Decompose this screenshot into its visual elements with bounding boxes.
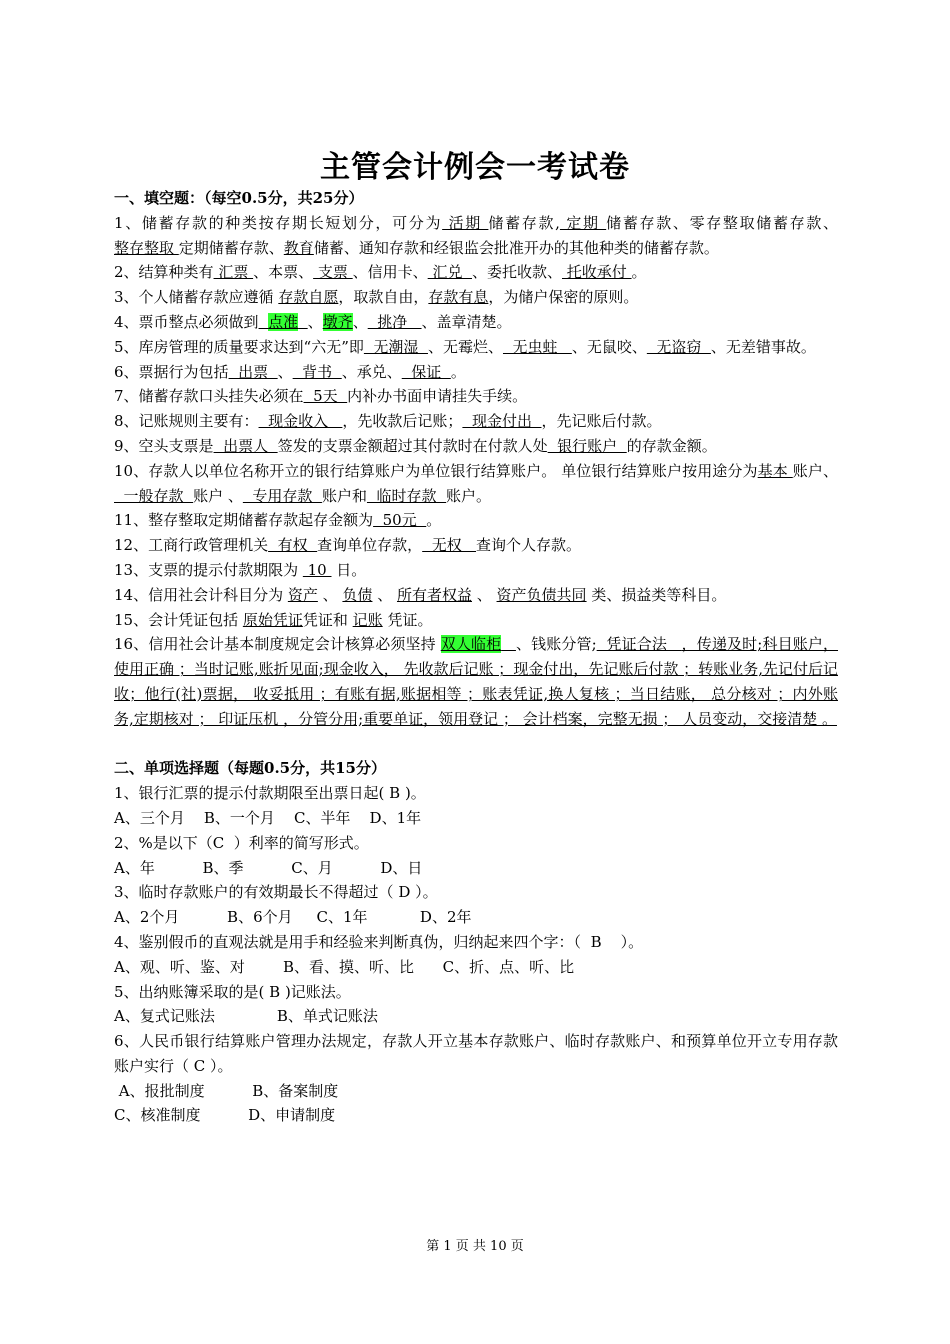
answer-blank: 托收承付 bbox=[562, 263, 632, 282]
answer-blank: 临时存款 bbox=[366, 486, 447, 505]
answer-blank: 支票 bbox=[313, 263, 353, 282]
answer-blank: 5天 bbox=[303, 387, 348, 406]
page-title: 主管会计例会一考试卷 bbox=[320, 150, 630, 185]
answer-blank: 负债 bbox=[342, 585, 373, 604]
answer-blank: 10 bbox=[302, 560, 332, 579]
answer-blank: 原始凭证 bbox=[242, 610, 303, 629]
highlighted-answer: 墩齐 bbox=[322, 312, 353, 331]
answer-blank: 现金付出 bbox=[462, 412, 542, 431]
answer-blank: 挑净 bbox=[367, 312, 422, 331]
fill-question-13: 13、支票的提示付款期限为 10 日。 bbox=[114, 560, 367, 579]
answer-blank: 背书 bbox=[292, 362, 342, 381]
choice-options-5: A、复式记账法 B、单式记账法 bbox=[114, 1007, 378, 1026]
choice-question-6: 6、人民币银行结算账户管理办法规定，存款人开立基本存款账户、临时存款账户、和预算单位开立专用存款账户实行（ C ）。 bbox=[114, 1032, 838, 1075]
fill-question-2: 2、结算种类有 汇票 、本票、 支票 、信用卡、 汇兑 、委托收款、 托收承付 。 bbox=[114, 263, 647, 282]
section1-heading: 一、填空题：（每空0.5分，共25分） bbox=[114, 189, 364, 207]
fill-question-12: 12、工商行政管理机关 有权 查询单位存款， 无权 查询个人存款。 bbox=[114, 536, 582, 555]
choice-question-5: 5、出纳账簿采取的是( B )记账法。 bbox=[114, 982, 351, 1001]
fill-question-4: 4、票币整点必须做到 点准 、墩齐、 挑净 、盖章清楚。 bbox=[114, 312, 512, 331]
fill-question-6: 6、票据行为包括 出票 、 背书 、承兑、 保证 。 bbox=[114, 362, 466, 381]
choice-options-6-ab: A、报批制度 B、备案制度 bbox=[114, 1081, 339, 1100]
answer-blank: 存款自愿 bbox=[278, 288, 339, 307]
choice-options-4: A、观、听、鉴、对 B、看、摸、听、比 C、折、点、听、比 bbox=[114, 957, 575, 976]
fill-question-8: 8、记账规则主要有： 现金收入 ，先收款后记账； 现金付出 ，先记账后付款。 bbox=[114, 412, 662, 431]
answer-blank: 50元 bbox=[373, 511, 427, 530]
answer-blank: 所有者权益 bbox=[396, 585, 472, 604]
fill-question-5: 5、库房管理的质量要求达到“六无”即 无潮湿 、无霉烂、 无虫蛀 、无鼠咬、 无盗窃 、无差错事故。 bbox=[114, 337, 816, 356]
answer-blank: 记账 bbox=[352, 610, 383, 629]
highlighted-answer: 双人临柜 bbox=[440, 635, 502, 654]
answer-blank: 银行账户 bbox=[547, 436, 627, 455]
answer-blank: 无权 bbox=[422, 536, 477, 555]
answer-blank: 专用存款 bbox=[242, 486, 322, 505]
answer-blank: 整存整取 bbox=[114, 238, 179, 257]
fill-question-14: 14、信用社会计科目分为 资产 、 负债 、 所有者权益 、 资产负债共同 类、损益类等科目。 bbox=[114, 585, 727, 604]
answer-blank: 现金收入 bbox=[258, 412, 343, 431]
answer-blank: 一般存款 bbox=[114, 486, 194, 505]
fill-question-7: 7、储蓄存款口头挂失必须在 5天 内补办书面申请挂失手续。 bbox=[114, 387, 528, 406]
answer-blank: 出票人 bbox=[213, 436, 278, 455]
fill-question-10: 10、存款人以单位名称开立的银行结算账户为单位银行结算账户。 单位银行结算账户按用途分为基本 账户、 一般存款 账户 、 专用存款 账户和 临时存款 账户。 bbox=[114, 461, 838, 505]
answer-blank: 汇兑 bbox=[427, 263, 472, 282]
answer-blank: 教育 bbox=[283, 238, 314, 257]
answer-blank: 有权 bbox=[268, 536, 318, 555]
answer-blank: 活期 bbox=[442, 213, 489, 232]
choice-options-2: A、年 B、季 C、月 D、日 bbox=[114, 858, 423, 877]
answer-blank: 无潮湿 bbox=[363, 337, 428, 356]
answer-blank: 保证 bbox=[401, 362, 451, 381]
answer-blank: 存款有息 bbox=[428, 288, 489, 307]
answer-blank: 定期 bbox=[559, 213, 607, 232]
answer-blank: 资产负债共同 bbox=[496, 585, 587, 604]
page-footer: 第 1 页 共 10 页 bbox=[426, 1239, 524, 1254]
choice-question-2: 2、%是以下（C ）利率的简写形式。 bbox=[114, 833, 369, 852]
choice-question-4: 4、鉴别假币的直观法就是用手和经验来判断真伪，归纳起来四个字：（ B ）。 bbox=[114, 932, 644, 951]
choice-options-6-cd: C、核准制度 D、申请制度 bbox=[114, 1106, 336, 1125]
choice-options-1: A、三个月 B、一个月 C、半年 D、1年 bbox=[114, 808, 422, 827]
fill-question-1: 1、储蓄存款的种类按存期长短划分，可分为 活期 储蓄存款, 定期 储蓄存款、零存整取储蓄存款、整存整取 定期储蓄存款、教育储蓄、通知存款和经银监会批准开办的其他种类的储蓄存款。 bbox=[114, 213, 839, 257]
fill-question-3: 3、个人储蓄存款应遵循 存款自愿，取款自由，存款有息，为储户保密的原则。 bbox=[114, 288, 639, 307]
fill-question-15: 15、会计凭证包括 原始凭证凭证和 记账 凭证。 bbox=[114, 610, 433, 629]
answer-blank: 无虫蛀 bbox=[502, 337, 572, 356]
answer-blank: 无盗窃 bbox=[646, 337, 711, 356]
fill-question-11: 11、整存整取定期储蓄存款起存金额为 50元 。 bbox=[114, 511, 442, 530]
answer-blank: 基本 bbox=[757, 461, 793, 480]
choice-question-1: 1、银行汇票的提示付款期限至出票日起( B )。 bbox=[114, 784, 426, 803]
fill-question-9: 9、空头支票是 出票人 签发的支票金额超过其付款时在付款人处 银行账户 的存款金额。 bbox=[114, 436, 717, 455]
fill-question-16: 16、信用社会计基本制度规定会计核算必须坚持 双人临柜 、钱账分管; 凭证合法 ，传递及时;科目账户，使用正确 ；当时记账,账折见面;现金收入， 先收款后记账 ；现金付出，先记账后付款 ；转账业务,先记付后记收；他行(社)票据， 收妥抵用 ；有账有据,账据相等 ；账表凭证,换人复核 ；当日结账， 总分核对 ；内外账务,定期核对 ； 印证压机 ，分管分用;重要单证，领用登记 ； 会计档案，完整无损 ； 人员变动，交接清楚 。 bbox=[114, 635, 839, 728]
answer-blank: 凭证合法 bbox=[596, 635, 682, 654]
choice-question-3: 3、临时存款账户的有效期最长不得超过（ D ）。 bbox=[114, 883, 438, 902]
highlighted-answer: 点准 bbox=[268, 312, 299, 331]
answer-blank: 资产 bbox=[287, 585, 318, 604]
section-spacer bbox=[114, 732, 838, 757]
exam-content bbox=[114, 186, 838, 1128]
answer-blank: 汇票 bbox=[213, 263, 254, 282]
answer-blank: 出票 bbox=[228, 362, 278, 381]
answer-blank: ，传递及时;科目账户，使用正确 ；当时记账,账折见面;现金收入， 先收款后记账 ；现金付出，先记账后付款 ；转账业务,先记付后记收；他行(社)票据， 收妥抵用 ；有账有据,账据相等 ；账表凭证,换人复核 ；当日结账， 总分核对 ；内外账务,定期核对 ； 印证压机 ，分管分用;重要单证，领用登记 ； 会计档案，完整无损 ； 人员变动，交接清楚 。 bbox=[114, 635, 839, 728]
section2-heading: 二、单项选择题（每题0.5分，共15分） bbox=[114, 759, 386, 778]
choice-options-3: A、2个月 B、6个月 C、1年 D、2年 bbox=[114, 908, 472, 927]
